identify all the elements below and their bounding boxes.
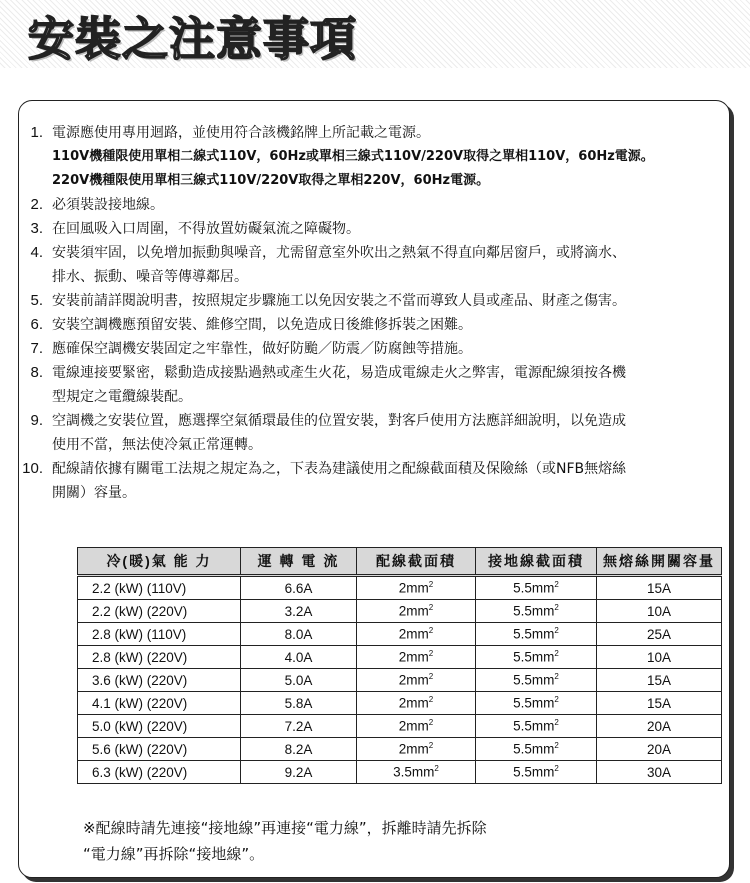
unit-superscript: 2 xyxy=(428,695,434,705)
area-value: 2mm xyxy=(398,695,429,711)
area-value: 2mm xyxy=(398,649,429,665)
notice-panel xyxy=(18,100,730,878)
unit-superscript: 2 xyxy=(554,672,559,682)
notice-item-4 xyxy=(19,241,731,289)
table-cell: 20A xyxy=(597,715,722,738)
item-text: 配線請依據有關電工法規之規定為之，下表為建議使用之配線截面積及保險絲（或NFB無熔絲 xyxy=(52,461,627,477)
table-cell-area xyxy=(476,669,597,692)
table-cell: 30A xyxy=(597,761,722,784)
notice-item-2 xyxy=(19,193,731,217)
area-value: 2mm xyxy=(398,672,429,688)
table-cell: 2.8 (kW) (220V) xyxy=(78,646,241,669)
notice-item-10 xyxy=(19,457,731,505)
area-value: 2mm xyxy=(398,741,429,757)
table-cell: 10A xyxy=(597,646,722,669)
area-value: 2mm xyxy=(398,603,429,619)
notice-item-8 xyxy=(19,361,731,409)
table-row xyxy=(78,669,722,692)
table-cell-area xyxy=(357,600,476,623)
table-cell: 3.6 (kW) (220V) xyxy=(78,669,241,692)
table-cell-area xyxy=(357,623,476,646)
area-value: 5.5mm xyxy=(513,580,555,596)
area-value: 3.5mm xyxy=(393,764,435,780)
table-cell: 25A xyxy=(597,623,722,646)
table-cell: 5.0 (kW) (220V) xyxy=(78,715,241,738)
header-wire-area: 配線截面積 xyxy=(357,548,476,576)
table-cell: 15A xyxy=(597,669,722,692)
table-cell: 3.2A xyxy=(241,600,357,623)
item-text: 在回風吸入口周圍，不得放置妨礙氣流之障礙物。 xyxy=(52,221,360,237)
table-cell: 15A xyxy=(597,576,722,600)
unit-superscript: 2 xyxy=(554,649,559,659)
table-cell: 2.2 (kW) (220V) xyxy=(78,600,241,623)
header-capacity: 冷(暖)氣 能 力 xyxy=(78,548,241,576)
table-cell: 4.1 (kW) (220V) xyxy=(78,692,241,715)
table-row xyxy=(78,692,722,715)
table-cell: 6.3 (kW) (220V) xyxy=(78,761,241,784)
unit-superscript: 2 xyxy=(428,649,434,659)
table-cell: 8.0A xyxy=(241,623,357,646)
item-number: 8. xyxy=(30,364,43,381)
table-cell-area xyxy=(357,738,476,761)
wiring-note xyxy=(83,815,683,867)
item-number: 4. xyxy=(30,244,43,261)
area-value: 5.5mm xyxy=(513,672,555,688)
table-header-row xyxy=(78,548,722,576)
unit-superscript: 2 xyxy=(428,626,434,636)
table-row xyxy=(78,576,722,600)
item-text: 開關）容量。 xyxy=(52,485,136,501)
table-cell: 10A xyxy=(597,600,722,623)
note-line: ※配線時請先連接“接地線”再連接“電力線”，拆離時請先拆除 xyxy=(83,819,487,837)
notice-list xyxy=(19,121,731,505)
table-cell-area xyxy=(476,623,597,646)
unit-superscript: 2 xyxy=(554,764,559,774)
area-value: 5.5mm xyxy=(513,741,555,757)
item-text: 使用不當，無法使冷氣正常運轉。 xyxy=(52,437,262,453)
item-number: 1. xyxy=(30,124,43,141)
item-text: 空調機之安裝位置，應選擇空氣循環最佳的位置安裝，對客戶使用方法應詳細說明，以免造成 xyxy=(52,413,626,429)
table-cell-area xyxy=(476,692,597,715)
item-number: 7. xyxy=(30,340,43,357)
item-text: 電線連接要緊密，鬆動造成接點過熱或產生火花，易造成電線走火之弊害，電源配線須按各機 xyxy=(52,365,626,381)
area-value: 5.5mm xyxy=(513,603,555,619)
table-cell-area xyxy=(476,600,597,623)
table-cell: 8.2A xyxy=(241,738,357,761)
notice-item-6 xyxy=(19,313,731,337)
notice-item-9 xyxy=(19,409,731,457)
item-number: 5. xyxy=(30,292,43,309)
item-number: 9. xyxy=(30,412,43,429)
table-cell: 9.2A xyxy=(241,761,357,784)
table-row xyxy=(78,600,722,623)
table-cell-area xyxy=(476,738,597,761)
table-cell: 15A xyxy=(597,692,722,715)
table-cell: 4.0A xyxy=(241,646,357,669)
table-cell: 20A xyxy=(597,738,722,761)
table-row xyxy=(78,738,722,761)
unit-superscript: 2 xyxy=(428,603,434,613)
table-cell-area xyxy=(476,576,597,600)
item-text: 排水、振動、噪音等傳導鄰居。 xyxy=(52,269,248,285)
wiring-spec-table xyxy=(77,547,722,784)
table-cell: 6.6A xyxy=(241,576,357,600)
item-subtext: 220V機種限使用單相三線式110V/220V取得之單相220V，60Hz電源。 xyxy=(52,173,490,188)
item-text: 安裝前請詳閱說明書，按照規定步驟施工以免因安裝之不當而導致人員或產品、財產之傷害。 xyxy=(52,293,626,309)
item-number: 2. xyxy=(30,196,43,213)
item-text: 型規定之電纜線裝配。 xyxy=(52,389,192,405)
table-cell-area xyxy=(357,715,476,738)
unit-superscript: 2 xyxy=(554,718,559,728)
unit-superscript: 2 xyxy=(428,580,434,590)
unit-superscript: 2 xyxy=(554,695,559,705)
area-value: 5.5mm xyxy=(513,695,555,711)
unit-superscript: 2 xyxy=(434,764,439,774)
item-text: 必須裝設接地線。 xyxy=(52,197,164,213)
item-text: 應確保空調機安裝固定之牢靠性，做好防颱／防震／防腐蝕等措施。 xyxy=(52,341,472,357)
notice-item-5 xyxy=(19,289,731,313)
unit-superscript: 2 xyxy=(554,741,559,751)
table-cell-area xyxy=(476,761,597,784)
item-text: 安裝空調機應預留安裝、維修空間，以免造成日後維修拆裝之困難。 xyxy=(52,317,472,333)
item-text: 安裝須牢固，以免增加振動與噪音，尤需留意室外吹出之熱氣不得直向鄰居窗戶，或將滴水、 xyxy=(52,245,626,261)
notice-item-7 xyxy=(19,337,731,361)
unit-superscript: 2 xyxy=(428,718,434,728)
table-row xyxy=(78,646,722,669)
table-row xyxy=(78,623,722,646)
area-value: 5.5mm xyxy=(513,626,555,642)
header-ground-area: 接地線截面積 xyxy=(476,548,597,576)
unit-superscript: 2 xyxy=(554,603,559,613)
unit-superscript: 2 xyxy=(554,580,559,590)
table-cell-area xyxy=(476,715,597,738)
area-value: 5.5mm xyxy=(513,764,555,780)
table-cell-area xyxy=(357,761,476,784)
table-cell-area xyxy=(357,669,476,692)
header-breaker: 無熔絲開關容量 xyxy=(597,548,722,576)
area-value: 5.5mm xyxy=(513,649,555,665)
table-row xyxy=(78,761,722,784)
table-cell: 2.8 (kW) (110V) xyxy=(78,623,241,646)
item-number: 10. xyxy=(22,460,43,477)
page-title: 安裝之注意事項 xyxy=(28,12,357,66)
unit-superscript: 2 xyxy=(428,672,434,682)
area-value: 2mm xyxy=(398,580,429,596)
area-value: 2mm xyxy=(398,718,429,734)
table-cell: 5.8A xyxy=(241,692,357,715)
table-cell: 7.2A xyxy=(241,715,357,738)
area-value: 5.5mm xyxy=(513,718,555,734)
table-cell: 5.6 (kW) (220V) xyxy=(78,738,241,761)
area-value: 2mm xyxy=(398,626,429,642)
item-number: 3. xyxy=(30,220,43,237)
notice-item-3 xyxy=(19,217,731,241)
notice-item-1 xyxy=(19,121,731,193)
table-cell: 5.0A xyxy=(241,669,357,692)
note-line: “電力線”再拆除“接地線”。 xyxy=(83,845,265,863)
table-row xyxy=(78,715,722,738)
item-subtext: 110V機種限使用單相二線式110V，60Hz或單相三線式110V/220V取得之單相110V，60Hz電源。 xyxy=(52,149,654,164)
table-cell: 2.2 (kW) (110V) xyxy=(78,576,241,600)
unit-superscript: 2 xyxy=(428,741,434,751)
item-number: 6. xyxy=(30,316,43,333)
unit-superscript: 2 xyxy=(554,626,559,636)
table-cell-area xyxy=(476,646,597,669)
table-cell-area xyxy=(357,692,476,715)
table-cell-area xyxy=(357,576,476,600)
table-cell-area xyxy=(357,646,476,669)
table-body xyxy=(78,576,722,784)
item-text: 電源應使用專用迴路，並使用符合該機銘牌上所記載之電源。 xyxy=(52,125,430,141)
header-current: 運 轉 電 流 xyxy=(241,548,357,576)
